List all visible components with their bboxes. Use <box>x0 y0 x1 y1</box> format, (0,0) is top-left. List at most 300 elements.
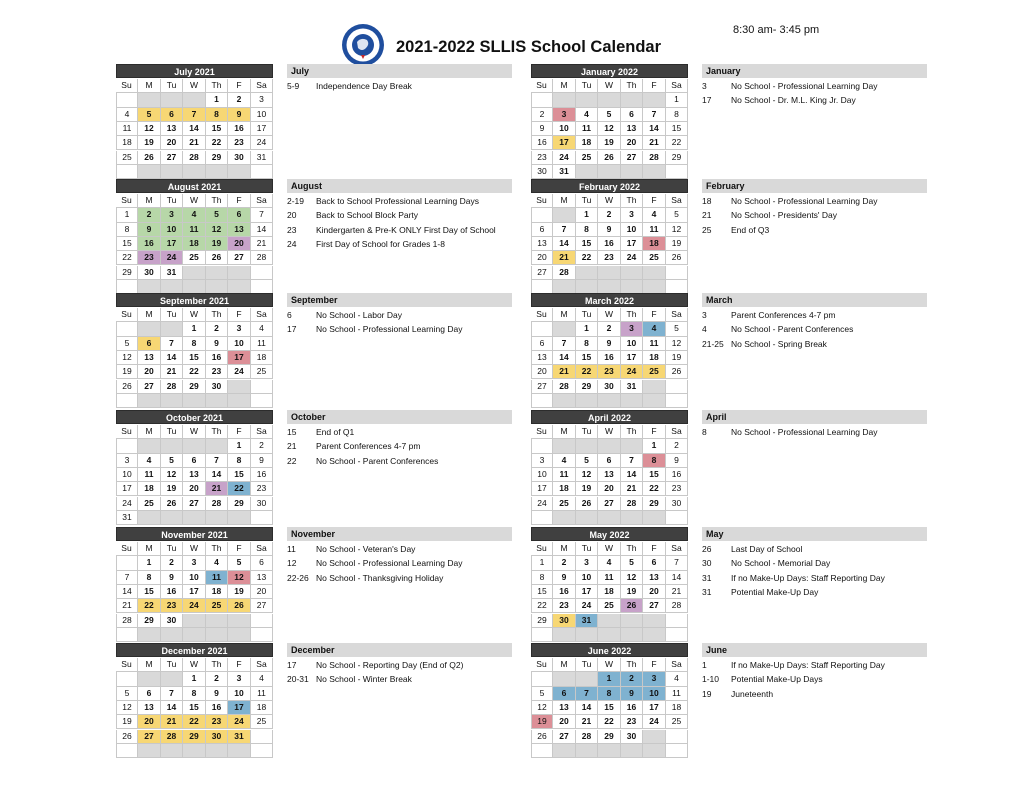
empty-day-cell <box>138 280 161 294</box>
empty-day-cell <box>531 208 553 222</box>
day-cell: 22 <box>183 365 206 379</box>
event-description: No School - Professional Learning Day <box>731 81 878 91</box>
empty-day-cell <box>553 280 576 294</box>
day-cell: 4 <box>116 108 138 122</box>
day-cell: 20 <box>161 136 183 150</box>
empty-day-cell <box>138 672 161 686</box>
event-description: No School - Professional Learning Day <box>731 427 878 437</box>
day-cell: 3 <box>643 672 666 686</box>
weekday-label: Su <box>116 658 138 672</box>
day-cell: 13 <box>531 237 553 251</box>
event-date: 22 <box>287 455 297 466</box>
day-cell: 9 <box>228 108 251 122</box>
empty-day-cell <box>116 165 138 179</box>
weekday-label: W <box>183 79 206 93</box>
day-cell: 5 <box>598 108 621 122</box>
day-cell: 20 <box>553 715 576 729</box>
empty-day-cell <box>183 93 206 107</box>
day-cell: 2 <box>598 322 621 336</box>
empty-day-cell <box>553 511 576 525</box>
empty-day-cell <box>666 614 688 628</box>
empty-day-cell <box>161 394 183 408</box>
day-cell: 13 <box>161 122 183 136</box>
empty-day-cell <box>621 280 643 294</box>
day-cell: 29 <box>576 380 598 394</box>
event-row <box>702 542 927 556</box>
day-cell: 20 <box>251 585 273 599</box>
event-date: 8 <box>702 427 707 437</box>
events-heading: September <box>287 293 512 307</box>
empty-day-cell <box>161 93 183 107</box>
event-date: 15 <box>287 427 297 437</box>
day-cell: 16 <box>621 701 643 715</box>
day-cell: 14 <box>116 585 138 599</box>
day-cell: 28 <box>643 151 666 165</box>
day-cell: 10 <box>621 223 643 237</box>
empty-day-cell <box>621 511 643 525</box>
day-cell: 17 <box>531 482 553 496</box>
empty-day-cell <box>138 394 161 408</box>
empty-day-cell <box>643 511 666 525</box>
day-cell: 17 <box>621 351 643 365</box>
empty-day-cell <box>643 280 666 294</box>
event-row <box>702 425 927 439</box>
day-cell: 28 <box>116 614 138 628</box>
event-row <box>287 194 512 208</box>
day-cell: 28 <box>576 730 598 744</box>
empty-day-cell <box>666 266 688 280</box>
day-cell: 26 <box>116 380 138 394</box>
day-cell: 2 <box>598 208 621 222</box>
day-cell: 29 <box>206 151 228 165</box>
day-cell: 1 <box>228 439 251 453</box>
weekday-label: W <box>598 542 621 556</box>
day-cell: 5 <box>161 454 183 468</box>
empty-day-cell <box>206 280 228 294</box>
day-cell: 6 <box>138 687 161 701</box>
empty-day-cell <box>138 744 161 758</box>
empty-day-cell <box>666 511 688 525</box>
empty-day-cell <box>228 614 251 628</box>
weekday-label: W <box>183 658 206 672</box>
event-description: Parent Conferences 4-7 pm <box>731 310 836 320</box>
empty-day-cell <box>621 744 643 758</box>
day-cell: 14 <box>576 701 598 715</box>
empty-day-cell <box>116 439 138 453</box>
day-cell: 4 <box>138 454 161 468</box>
day-cell: 24 <box>183 599 206 613</box>
day-cell: 19 <box>531 715 553 729</box>
empty-day-cell <box>251 266 273 280</box>
event-description: No School - Winter Break <box>316 674 412 685</box>
day-cell: 19 <box>116 365 138 379</box>
day-cell: 28 <box>183 151 206 165</box>
event-description: End of Q1 <box>316 427 355 437</box>
day-cell: 27 <box>553 730 576 744</box>
event-description: Last Day of School <box>731 544 803 554</box>
day-cell: 21 <box>576 715 598 729</box>
day-cell: 19 <box>666 351 688 365</box>
day-cell: 30 <box>251 497 273 511</box>
day-cell: 27 <box>138 380 161 394</box>
empty-day-cell <box>228 280 251 294</box>
empty-day-cell <box>598 93 621 107</box>
day-cell: 31 <box>621 380 643 394</box>
day-cell: 28 <box>553 266 576 280</box>
day-cell: 17 <box>228 701 251 715</box>
empty-day-cell <box>576 280 598 294</box>
day-cell: 17 <box>251 122 273 136</box>
empty-day-cell <box>666 380 688 394</box>
day-cell: 5 <box>576 454 598 468</box>
day-cell: 14 <box>621 468 643 482</box>
day-cell: 16 <box>138 237 161 251</box>
empty-day-cell <box>643 730 666 744</box>
empty-day-cell <box>643 394 666 408</box>
day-cell: 12 <box>531 701 553 715</box>
events-heading: December <box>287 643 512 657</box>
day-cell: 1 <box>598 672 621 686</box>
event-row <box>287 454 512 468</box>
day-cell: 11 <box>116 122 138 136</box>
day-cell: 19 <box>138 136 161 150</box>
weekday-label: Th <box>206 425 228 439</box>
day-cell: 6 <box>161 108 183 122</box>
empty-day-cell <box>531 93 553 107</box>
weekday-label: F <box>228 79 251 93</box>
weekday-label: W <box>598 425 621 439</box>
day-cell: 16 <box>228 122 251 136</box>
empty-day-cell <box>116 322 138 336</box>
month-title: October 2021 <box>116 410 273 424</box>
day-cell: 16 <box>531 136 553 150</box>
empty-day-cell <box>553 208 576 222</box>
weekday-label: Tu <box>576 658 598 672</box>
day-cell: 25 <box>643 251 666 265</box>
page-title: 2021-2022 SLLIS School Calendar <box>396 38 662 56</box>
event-date: 30 <box>702 558 712 569</box>
empty-day-cell <box>666 394 688 408</box>
day-cell: 6 <box>251 556 273 570</box>
day-cell: 18 <box>206 585 228 599</box>
weekday-label: W <box>598 194 621 208</box>
empty-day-cell <box>598 266 621 280</box>
day-cell: 8 <box>666 108 688 122</box>
day-cell: 30 <box>666 497 688 511</box>
day-cell: 11 <box>138 468 161 482</box>
events-heading: July <box>287 64 512 78</box>
weekday-label: Tu <box>161 425 183 439</box>
day-cell: 11 <box>183 223 206 237</box>
day-cell: 31 <box>576 614 598 628</box>
day-cell: 18 <box>576 136 598 150</box>
day-cell: 30 <box>161 614 183 628</box>
weekday-label: Th <box>621 308 643 322</box>
day-cell: 21 <box>183 136 206 150</box>
weekday-label: M <box>138 658 161 672</box>
empty-day-cell <box>161 165 183 179</box>
event-row <box>702 672 927 686</box>
day-cell: 26 <box>161 497 183 511</box>
weekday-label: F <box>228 308 251 322</box>
day-cell: 4 <box>598 556 621 570</box>
empty-day-cell <box>576 439 598 453</box>
weekday-label: M <box>138 79 161 93</box>
weekday-label: W <box>183 194 206 208</box>
weekday-label: Tu <box>161 308 183 322</box>
event-date: 17 <box>287 324 297 335</box>
empty-day-cell <box>138 628 161 642</box>
day-cell: 2 <box>228 93 251 107</box>
weekday-label: Tu <box>576 542 598 556</box>
day-cell: 17 <box>576 585 598 599</box>
empty-day-cell <box>228 744 251 758</box>
empty-day-cell <box>251 744 273 758</box>
event-description: If no Make-Up Days: Staff Reporting Day <box>731 572 885 583</box>
empty-day-cell <box>161 439 183 453</box>
event-description: No School - Dr. M.L. King Jr. Day <box>731 95 856 106</box>
empty-day-cell <box>576 394 598 408</box>
event-description: No School - Professional Learning Day <box>316 324 463 335</box>
empty-day-cell <box>576 744 598 758</box>
day-cell: 8 <box>531 571 553 585</box>
weekday-label: Sa <box>251 658 273 672</box>
day-cell: 20 <box>228 237 251 251</box>
day-cell: 6 <box>183 454 206 468</box>
weekday-label: Th <box>206 658 228 672</box>
empty-day-cell <box>643 93 666 107</box>
day-cell: 21 <box>161 715 183 729</box>
school-logo-seal <box>341 23 385 67</box>
day-cell: 9 <box>206 687 228 701</box>
day-cell: 8 <box>138 571 161 585</box>
event-row <box>287 308 512 322</box>
day-cell: 19 <box>576 482 598 496</box>
weekday-label: F <box>643 194 666 208</box>
empty-day-cell <box>138 165 161 179</box>
event-date: 20-31 <box>287 674 309 685</box>
day-cell: 13 <box>138 701 161 715</box>
event-date: 26 <box>702 544 712 554</box>
day-cell: 2 <box>138 208 161 222</box>
day-cell: 14 <box>206 468 228 482</box>
event-date: 31 <box>702 572 712 583</box>
day-cell: 14 <box>161 351 183 365</box>
empty-day-cell <box>183 280 206 294</box>
day-cell: 12 <box>116 701 138 715</box>
weekday-label: Th <box>206 542 228 556</box>
day-cell: 9 <box>161 571 183 585</box>
day-cell: 8 <box>206 108 228 122</box>
day-cell: 9 <box>666 454 688 468</box>
day-cell: 24 <box>621 365 643 379</box>
day-cell: 20 <box>531 251 553 265</box>
day-cell: 20 <box>138 365 161 379</box>
day-cell: 24 <box>643 715 666 729</box>
empty-day-cell <box>666 280 688 294</box>
day-cell: 3 <box>576 556 598 570</box>
empty-day-cell <box>183 511 206 525</box>
day-cell: 23 <box>553 599 576 613</box>
day-cell: 26 <box>228 599 251 613</box>
month-title: February 2022 <box>531 179 688 193</box>
day-cell: 6 <box>621 108 643 122</box>
day-cell: 22 <box>206 136 228 150</box>
event-date: 12 <box>287 558 297 569</box>
weekday-label: M <box>553 542 576 556</box>
event-row <box>702 687 927 701</box>
day-cell: 13 <box>643 571 666 585</box>
day-cell: 19 <box>666 237 688 251</box>
day-cell: 7 <box>161 337 183 351</box>
event-row <box>702 223 927 237</box>
events-heading: November <box>287 527 512 541</box>
event-date: 1 <box>702 660 707 670</box>
day-cell: 26 <box>206 251 228 265</box>
day-cell: 30 <box>598 380 621 394</box>
event-date: 6 <box>287 310 292 320</box>
month-title: April 2022 <box>531 410 688 424</box>
empty-day-cell <box>553 93 576 107</box>
day-cell: 4 <box>206 556 228 570</box>
day-cell: 3 <box>531 454 553 468</box>
event-description: No School - Professional Learning Day <box>731 196 878 206</box>
day-cell: 28 <box>161 730 183 744</box>
empty-day-cell <box>598 280 621 294</box>
day-cell: 14 <box>553 351 576 365</box>
event-row <box>702 308 927 322</box>
day-cell: 6 <box>531 337 553 351</box>
day-cell: 22 <box>116 251 138 265</box>
day-cell: 21 <box>116 599 138 613</box>
day-cell: 18 <box>666 701 688 715</box>
day-cell: 15 <box>531 585 553 599</box>
day-cell: 26 <box>531 730 553 744</box>
day-cell: 27 <box>251 599 273 613</box>
event-row <box>702 585 927 599</box>
empty-day-cell <box>251 614 273 628</box>
weekday-label: Sa <box>666 194 688 208</box>
weekday-label: M <box>138 194 161 208</box>
day-cell: 28 <box>553 380 576 394</box>
event-row <box>287 542 512 556</box>
event-description: No School - Thanksgiving Holiday <box>316 572 444 583</box>
weekday-label: Th <box>621 79 643 93</box>
day-cell: 3 <box>161 208 183 222</box>
empty-day-cell <box>206 394 228 408</box>
day-cell: 9 <box>138 223 161 237</box>
empty-day-cell <box>116 556 138 570</box>
day-cell: 30 <box>531 165 553 179</box>
day-cell: 2 <box>666 439 688 453</box>
empty-day-cell <box>228 380 251 394</box>
event-description: Kindergarten & Pre-K ONLY First Day of School <box>316 224 496 235</box>
day-cell: 8 <box>116 223 138 237</box>
day-cell: 13 <box>138 351 161 365</box>
day-cell: 23 <box>206 365 228 379</box>
day-cell: 15 <box>598 701 621 715</box>
day-cell: 4 <box>251 672 273 686</box>
weekday-label: Th <box>206 308 228 322</box>
day-cell: 15 <box>138 585 161 599</box>
empty-day-cell <box>643 266 666 280</box>
day-cell: 29 <box>183 730 206 744</box>
empty-day-cell <box>161 672 183 686</box>
day-cell: 11 <box>553 468 576 482</box>
empty-day-cell <box>553 628 576 642</box>
day-cell: 24 <box>621 251 643 265</box>
events-heading: February <box>702 179 927 193</box>
empty-day-cell <box>531 511 553 525</box>
weekday-label: Sa <box>251 542 273 556</box>
day-cell: 1 <box>576 322 598 336</box>
weekday-label: W <box>598 308 621 322</box>
event-description: Back to School Block Party <box>316 210 419 221</box>
day-cell: 5 <box>666 322 688 336</box>
empty-day-cell <box>251 380 273 394</box>
day-cell: 3 <box>251 93 273 107</box>
weekday-label: Th <box>206 79 228 93</box>
event-row <box>702 658 927 672</box>
weekday-label: M <box>553 79 576 93</box>
day-cell: 17 <box>553 136 576 150</box>
month-title: May 2022 <box>531 527 688 541</box>
events-heading: April <box>702 410 927 424</box>
empty-day-cell <box>183 628 206 642</box>
day-cell: 11 <box>251 687 273 701</box>
day-cell: 7 <box>621 454 643 468</box>
empty-day-cell <box>138 322 161 336</box>
weekday-label: Tu <box>576 308 598 322</box>
day-cell: 21 <box>553 251 576 265</box>
day-cell: 10 <box>251 108 273 122</box>
empty-day-cell <box>116 93 138 107</box>
day-cell: 13 <box>621 122 643 136</box>
day-cell: 16 <box>251 468 273 482</box>
empty-day-cell <box>598 394 621 408</box>
empty-day-cell <box>206 266 228 280</box>
weekday-label: Tu <box>576 194 598 208</box>
empty-day-cell <box>666 628 688 642</box>
day-cell: 20 <box>531 365 553 379</box>
empty-day-cell <box>621 266 643 280</box>
day-cell: 8 <box>228 454 251 468</box>
weekday-label: F <box>228 194 251 208</box>
day-cell: 28 <box>251 251 273 265</box>
weekday-label: Th <box>206 194 228 208</box>
day-cell: 29 <box>228 497 251 511</box>
day-cell: 3 <box>621 208 643 222</box>
day-cell: 25 <box>116 151 138 165</box>
weekday-label: Sa <box>666 79 688 93</box>
day-cell: 7 <box>553 223 576 237</box>
day-cell: 5 <box>228 556 251 570</box>
event-date: 18 <box>702 196 712 206</box>
day-cell: 7 <box>643 108 666 122</box>
day-cell: 16 <box>666 468 688 482</box>
day-cell: 25 <box>251 715 273 729</box>
day-cell: 19 <box>161 482 183 496</box>
day-cell: 9 <box>621 687 643 701</box>
empty-day-cell <box>553 672 576 686</box>
day-cell: 4 <box>576 108 598 122</box>
empty-day-cell <box>531 672 553 686</box>
day-cell: 22 <box>598 715 621 729</box>
empty-day-cell <box>598 744 621 758</box>
day-cell: 16 <box>553 585 576 599</box>
day-cell: 24 <box>553 151 576 165</box>
day-cell: 2 <box>161 556 183 570</box>
